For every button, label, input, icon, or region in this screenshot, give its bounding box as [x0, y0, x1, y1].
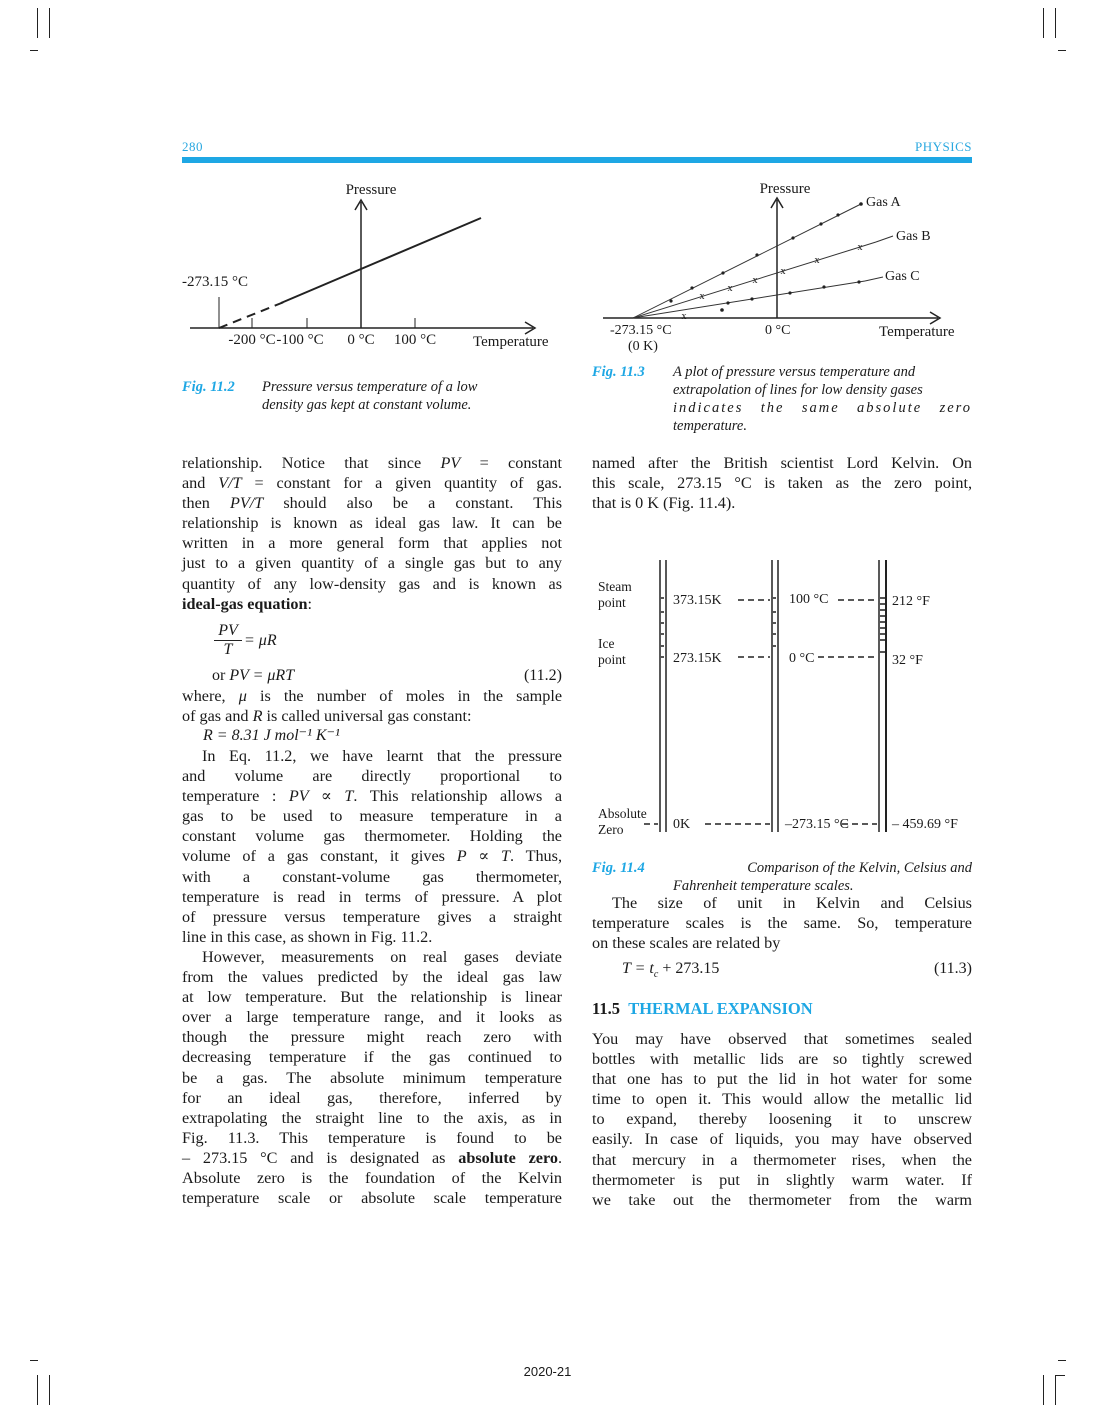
text-segment: V/T	[218, 474, 242, 493]
caption-line: A plot of pressure versus temperature and	[673, 364, 916, 380]
text-segment: PV ∝ T	[288, 787, 354, 806]
kelvin-zero: 0K	[673, 817, 691, 832]
y-label: Pressure	[345, 182, 397, 198]
svg-text:x: x	[814, 255, 820, 266]
text-line: though the pressure might reach zero with	[182, 1028, 562, 1047]
celsius-zero: –273.15 °C	[785, 817, 849, 832]
caption-line: Pressure versus temperature of a low	[262, 379, 478, 395]
kelvin-ice: 273.15K	[673, 651, 722, 666]
text-line	[182, 453, 562, 473]
svg-text:x: x	[699, 291, 705, 302]
text-line: just to a given quantity of a single gas but to any	[182, 554, 562, 573]
y-label: Pressure	[759, 181, 811, 197]
text-line	[182, 1148, 562, 1168]
crop-mark	[30, 1360, 38, 1361]
gas-c-line	[633, 281, 865, 318]
caption-line: density gas kept at constant volume.	[262, 397, 472, 413]
fig-11-2-plot	[182, 182, 549, 350]
text-line: Absolute zero is the foundation of the Kelvin	[182, 1169, 562, 1188]
caption-number: Fig. 11.3	[592, 364, 645, 380]
fig-11-4-caption	[592, 859, 972, 895]
text-segment: = constant for a given quantity of gas.	[241, 474, 562, 493]
text-segment: relationship. Notice that since	[182, 454, 441, 472]
caption-number: Fig. 11.4	[592, 860, 645, 876]
left-para-4	[182, 947, 562, 1208]
text-line: from the values predicted by the ideal gas law	[182, 968, 562, 987]
text-line: this scale, 273.15 °C is taken as the zero point,	[592, 474, 972, 493]
equation-body: PV = μRT	[229, 667, 295, 684]
svg-text:x: x	[857, 242, 863, 253]
equation-fraction	[214, 622, 242, 659]
gas-c-leader	[865, 277, 883, 281]
tick-label: -200 °C	[228, 332, 276, 348]
text-line: we take out the thermometer from the warm	[592, 1190, 972, 1209]
book-title: PHYSICS	[915, 139, 972, 154]
caption-line: Comparison of the Kelvin, Celsius and	[747, 860, 972, 876]
figure-11-4	[590, 555, 990, 845]
footer-year: 2020-21	[523, 1364, 572, 1379]
equation-prefix: or	[212, 667, 230, 684]
celsius-ice: 0 °C	[789, 651, 815, 666]
section-number: 11.5	[592, 999, 620, 1018]
dashed-leaders	[644, 600, 877, 824]
fraction-denominator: T	[223, 641, 233, 658]
kelvin-steam: 373.15K	[673, 593, 722, 608]
text-segment: ideal-gas equation	[182, 594, 308, 613]
text-line: over a large temperature range, and it looks as	[182, 1008, 562, 1027]
equation-rest: + 273.15	[658, 960, 720, 977]
text-line: written in a more general form that applies not	[182, 534, 562, 553]
tick-label: -100 °C	[276, 332, 324, 348]
fahrenheit-steam: 212 °F	[892, 594, 930, 609]
text-line: Fig. 11.3. This temperature is found to be	[182, 1128, 562, 1147]
text-line: extrapolating the straight line to the axis, as in	[182, 1108, 562, 1127]
pressure-line	[281, 218, 481, 303]
text-segment: – 273.15 °C and is designated as	[182, 1148, 459, 1167]
text-line	[182, 846, 562, 866]
text-line: constant volume gas thermometer. Holding the	[182, 827, 562, 846]
equation-t: t	[649, 960, 654, 977]
text-line: bottles with metallic lids are so tightly screwed	[592, 1050, 972, 1069]
crop-mark	[1055, 1375, 1056, 1405]
caption-line: extrapolation of lines for low density gases	[673, 382, 923, 398]
equation-subscript: c	[653, 969, 659, 981]
right-para-3	[592, 1029, 972, 1210]
zero-label: -273.15 °C	[182, 274, 248, 290]
text-line: decreasing temperature if the gas continued to	[182, 1048, 562, 1067]
text-line: temperature is read in terms of pressure. A plot	[182, 887, 562, 906]
left-para-2	[182, 686, 562, 726]
text-segment: . This relationship allows a	[353, 787, 562, 806]
legend-gas-b: Gas B	[896, 229, 931, 244]
x-label: Temperature	[473, 334, 549, 350]
fraction-numerator: PV	[214, 622, 242, 641]
text-line: temperature scale or absolute scale temperature	[182, 1189, 562, 1208]
text-line: be a gas. The absolute minimum temperature	[182, 1068, 562, 1087]
equation-lhs: T =	[622, 960, 650, 977]
text-segment: of gas and	[182, 707, 253, 726]
tick-label: 0 °C	[347, 332, 375, 348]
text-line: easily. In case of liquids, you may have observed	[592, 1130, 972, 1149]
left-para-3	[182, 746, 562, 947]
text-line: for an ideal gas, therefore, inferred by	[182, 1088, 562, 1107]
caption-line: Fahrenheit temperature scales.	[673, 878, 854, 894]
text-segment: .	[557, 1148, 563, 1167]
origin-label: 0 °C	[765, 323, 791, 338]
crop-mark	[37, 1375, 38, 1405]
steam-label: Steam	[598, 579, 632, 594]
text-segment: is called universal gas constant:	[262, 707, 472, 726]
ice-label: Ice	[598, 636, 615, 651]
text-line: time to open it. This would allow the metallic lid	[592, 1090, 972, 1109]
text-segment: where,	[182, 687, 239, 705]
equation-number: (11.2)	[523, 667, 562, 684]
caption-line: indicates the same absolute zero	[673, 400, 972, 416]
text-line: that mercury in a thermometer rises, when the	[592, 1150, 972, 1169]
svg-text:x: x	[752, 275, 758, 286]
right-para-1	[592, 453, 972, 513]
text-line: relationship is known as ideal gas law. It can be	[182, 514, 562, 533]
left-para-1	[182, 453, 562, 614]
fahrenheit-ice: 32 °F	[892, 653, 923, 668]
fig-11-2-caption	[182, 378, 562, 414]
fig-11-3-caption	[592, 363, 972, 435]
absolute-label: Zero	[598, 822, 624, 837]
equation-11-3	[622, 959, 719, 985]
text-line: that is 0 K (Fig. 11.4).	[592, 494, 736, 513]
right-para-2	[592, 893, 972, 953]
text-segment: PV/T	[229, 494, 264, 513]
text-line: on these scales are related by	[592, 934, 781, 953]
text-segment: PV	[440, 454, 461, 472]
text-segment: is the number of moles in the sample	[246, 687, 563, 705]
text-line: to expand, thereby loosening it to unscrew	[592, 1110, 972, 1129]
text-segment: P ∝ T	[456, 847, 510, 866]
zero-label: -273.15 °C	[610, 323, 672, 338]
fahrenheit-zero: – 459.69 °F	[892, 817, 958, 832]
gas-constant-value: R = 8.31 J mol⁻¹ K⁻¹	[203, 727, 340, 744]
text-line	[182, 786, 562, 806]
zero-k-label: (0 K)	[628, 339, 658, 354]
equation-rhs: = μR	[244, 632, 277, 649]
text-line: at low temperature. But the relationship is linear	[182, 988, 562, 1007]
tick-label: 100 °C	[393, 332, 437, 348]
crop-mark	[1058, 1360, 1066, 1361]
text-segment: temperature :	[182, 787, 289, 806]
text-segment: and	[182, 474, 219, 493]
text-line: of pressure versus temperature gives a straight	[182, 907, 562, 926]
text-line	[182, 493, 562, 513]
text-line: You may have observed that sometimes sealed	[592, 1030, 972, 1048]
text-line: and volume are directly proportional to	[182, 767, 562, 786]
text-line: However, measurements on real gases deviate	[202, 948, 562, 966]
text-segment: should also be a constant. This	[263, 494, 562, 513]
caption-line: temperature.	[673, 418, 747, 434]
gas-b-leader	[876, 236, 893, 242]
ice-label: point	[598, 652, 626, 667]
crop-mark	[49, 1375, 50, 1405]
gas-a-line	[633, 204, 861, 318]
celsius-steam: 100 °C	[789, 592, 829, 607]
svg-text:x: x	[780, 266, 786, 277]
crop-mark	[1043, 1375, 1044, 1405]
text-line: quantity of any low-density gas and is known as	[182, 574, 562, 593]
svg-text:x: x	[727, 283, 733, 294]
text-segment: μ	[238, 687, 247, 705]
page-number: 280	[182, 139, 203, 154]
text-line	[182, 686, 562, 706]
text-segment: = constant	[460, 454, 563, 472]
text-line	[182, 706, 562, 726]
text-line	[182, 473, 562, 493]
text-line: thermometer is put in slightly warm water. If	[592, 1170, 972, 1189]
text-segment: R	[252, 707, 263, 726]
text-segment: volume of a gas constant, it gives	[182, 847, 457, 866]
text-line: In Eq. 11.2, we have learnt that the pressure	[202, 747, 562, 765]
text-line: gas to be used to measure temperature in a	[182, 807, 562, 826]
text-segment: then	[182, 494, 230, 513]
text-line: with a constant-volume gas thermometer,	[182, 867, 562, 886]
fig-11-3-plot	[603, 181, 955, 354]
text-line: The size of unit in Kelvin and Celsius	[612, 894, 972, 912]
text-line: named after the British scientist Lord Kelvin. On	[592, 454, 972, 472]
text-segment: absolute zero	[458, 1148, 558, 1167]
text-segment: :	[307, 594, 312, 613]
caption-number: Fig. 11.2	[182, 379, 235, 395]
gas-b-markers	[682, 242, 863, 322]
text-line	[182, 594, 562, 614]
text-line: line in this case, as shown in Fig. 11.2.	[182, 927, 433, 946]
equation-number: (11.3)	[933, 960, 972, 977]
absolute-label: Absolute	[598, 806, 647, 821]
svg-text:x: x	[681, 311, 687, 322]
text-line: temperature scales is the same. So, temperature	[592, 914, 972, 933]
text-segment: . Thus,	[509, 847, 562, 866]
equation-11-2	[212, 666, 294, 686]
text-line: that one has to put the lid in hot water for some	[592, 1070, 972, 1089]
x-label: Temperature	[879, 324, 955, 340]
section-heading	[592, 998, 813, 1020]
legend-gas-c: Gas C	[885, 269, 920, 284]
legend-gas-a: Gas A	[866, 195, 901, 210]
section-title: THERMAL EXPANSION	[628, 999, 813, 1018]
steam-label: point	[598, 595, 626, 610]
